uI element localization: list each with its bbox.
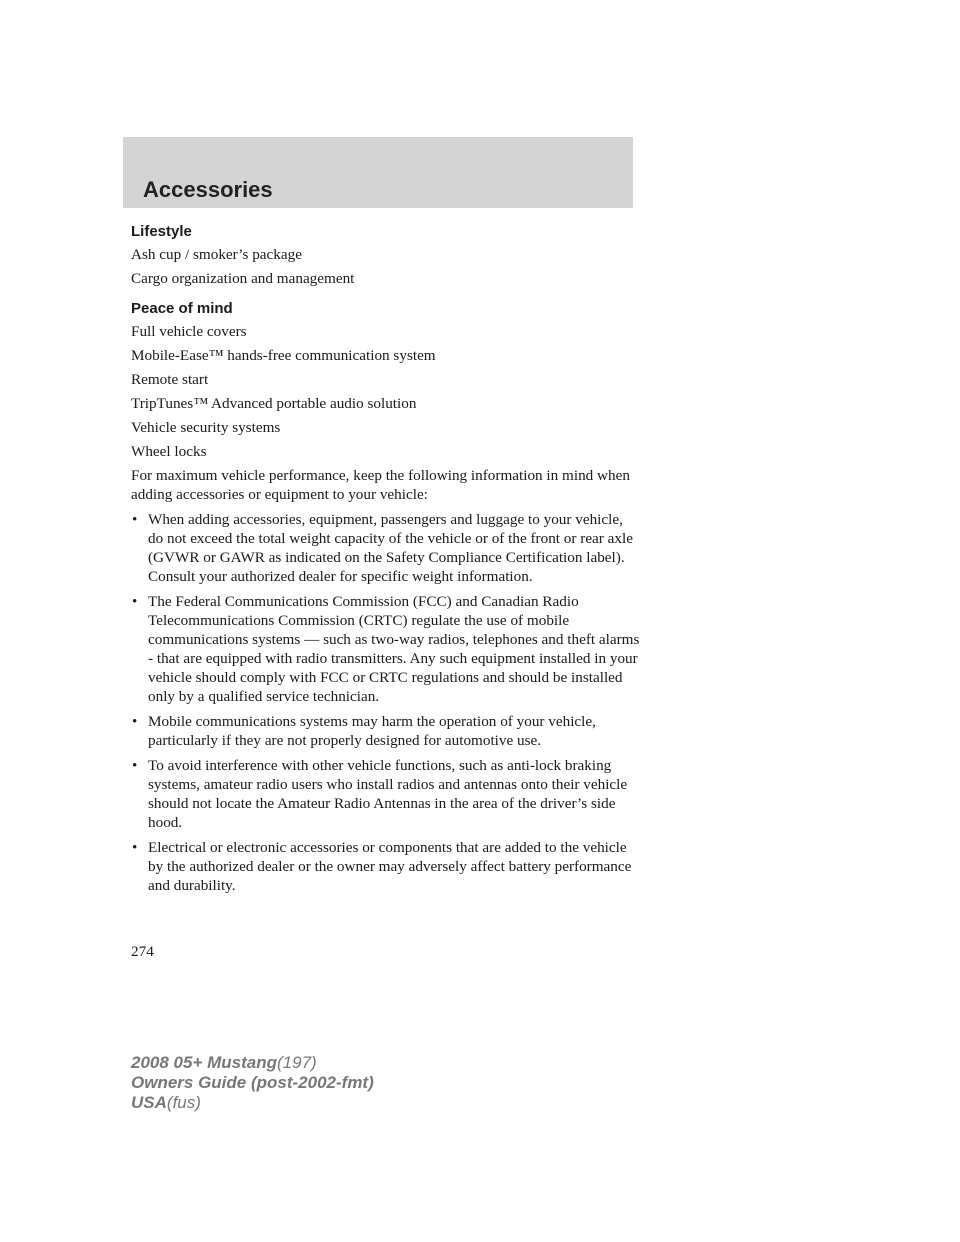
bullet-text: To avoid interference with other vehicle functions, such as anti-lock braking systems, amateur radio users who install radios and antennas onto their vehicle should not locate the Amateur Radio Antennas in the area of the driver’s side hood. [148,757,628,831]
list-item: Remote start [131,371,209,388]
subheading-lifestyle: Lifestyle [131,223,192,240]
footer-line-model: 2008 05+ Mustang(197) [131,1053,317,1072]
document-footer [131,1053,374,1113]
bullet-list [131,510,641,895]
list-item: Cargo organization and management [131,270,355,287]
bullet-icon: • [132,839,138,856]
page-content [131,222,641,901]
list-item: Vehicle security systems [131,419,281,436]
list-item: TripTunes™ Advanced portable audio solution [131,395,417,412]
footer-line-guide: Owners Guide (post-2002-fmt) [131,1073,374,1092]
bullet-item [131,510,641,586]
bullet-text: The Federal Communications Commission (FCC) and Canadian Radio Telecommunications Commission (CRTC) regulate the use of mobile communications systems — such as two-way radios, telephones and theft alarms - that are equipped with radio transmitters. Any such equipment installed in your vehicle should comply with FCC or CRTC regulations and should be installed only by a qualified service technician. [148,593,640,705]
footer-line-market: USA(fus) [131,1093,201,1112]
bullet-text: Mobile communications systems may harm the operation of your vehicle, particularly if they are not properly designed for automotive use. [148,713,596,749]
list-item: Mobile-Ease™ hands-free communication system [131,347,436,364]
list-item: Ash cup / smoker’s package [131,246,302,263]
subheading-peace-of-mind: Peace of mind [131,300,233,317]
bullet-icon: • [132,713,138,730]
bullet-item [131,592,641,706]
bullet-text: When adding accessories, equipment, passengers and luggage to your vehicle, do not exceed the total weight capacity of the vehicle or of the front or rear axle (GVWR or GAWR as indicated on the Safety Compliance Certification label). Consult your authorized dealer for specific weight information. [148,511,633,585]
list-item: Full vehicle covers [131,323,247,340]
bullet-icon: • [132,511,138,528]
bullet-icon: • [132,757,138,774]
bullet-item [131,712,641,750]
page-number: 274 [131,943,154,960]
intro-paragraph: For maximum vehicle performance, keep the following information in mind when adding accessories or equipment to your vehicle: [131,467,630,503]
bullet-item [131,838,641,895]
list-item: Wheel locks [131,443,207,460]
bullet-icon: • [132,593,138,610]
bullet-text: Electrical or electronic accessories or components that are added to the vehicle by the authorized dealer or the owner may adversely affect battery performance and durability. [148,839,632,894]
section-title: Accessories [143,177,273,202]
bullet-item [131,756,641,832]
